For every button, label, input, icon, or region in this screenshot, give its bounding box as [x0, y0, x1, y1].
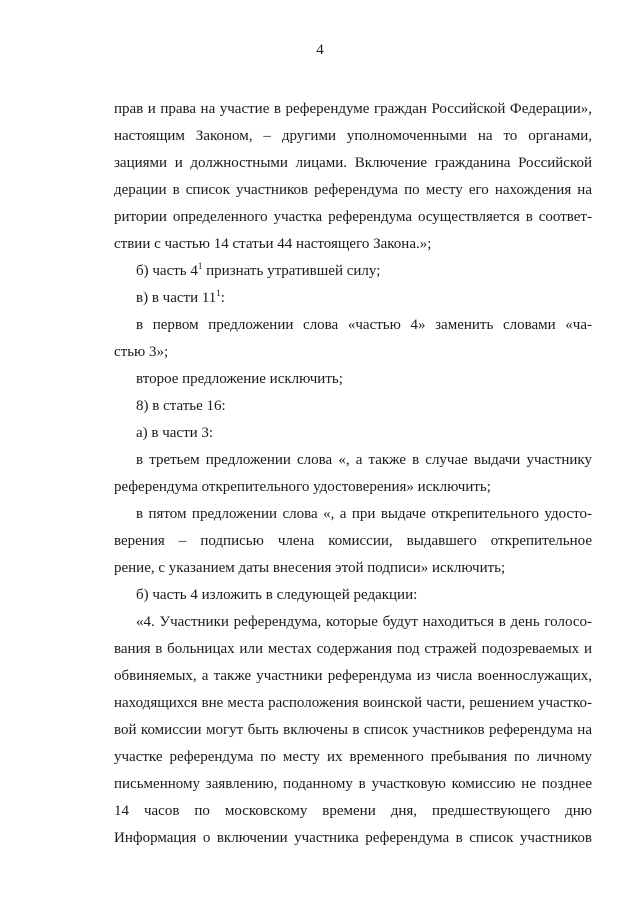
- text-line: 8) в статье 16:: [136, 398, 226, 414]
- paragraph: [114, 96, 592, 258]
- paragraph: [114, 609, 592, 852]
- text-line: ствии с частью 14 статьи 44 настоящего Закона.»;: [114, 236, 432, 252]
- text-line: [114, 285, 592, 312]
- paragraph: [114, 258, 592, 285]
- text-line: письменному заявлению, поданному в участковую комиссию не позднее: [114, 776, 592, 792]
- text-line: 14 часов по московскому времени дня, предшествующего дню: [114, 803, 592, 819]
- page-number: 4: [316, 42, 324, 58]
- paragraph: [114, 285, 592, 312]
- document-body: [114, 96, 592, 852]
- text-line: рение, с указанием даты внесения этой подписи» исключить;: [114, 560, 506, 576]
- text-line: [114, 258, 592, 285]
- text-span: :: [220, 290, 225, 306]
- paragraph: [114, 366, 592, 393]
- text-line: стью 3»;: [114, 344, 169, 360]
- text-line: в пятом предложении слова «, а при выдаче открепительного удосто-: [136, 506, 592, 522]
- paragraph: [114, 501, 592, 582]
- text-line: обвиняемых, а также участники референдума из числа военнослужащих,: [114, 668, 592, 684]
- paragraph: [114, 312, 592, 366]
- text-line: ритории определенного участка референдума осуществляется в соответ-: [114, 209, 592, 225]
- paragraph: [114, 393, 592, 420]
- text-line: верения – подписью члена комиссии, выдавшего открепительное: [114, 533, 592, 549]
- paragraph: [114, 447, 592, 501]
- text-line: прав и права на участие в референдуме граждан Российской Федерации»,: [114, 101, 592, 117]
- text-line: вания в больницах или местах содержания под стражей подозреваемых и: [114, 641, 592, 657]
- text-line: зациями и должностными лицами. Включение гражданина Российской: [114, 155, 592, 171]
- paragraph: [114, 420, 592, 447]
- text-line: в третьем предложении слова «, а также в случае выдачи участнику: [136, 452, 592, 468]
- text-line: настоящим Законом, – другими уполномоченными на то органами,: [114, 128, 592, 144]
- text-line: в первом предложении слова «частью 4» заменить словами «ча-: [136, 317, 592, 333]
- text-span: признать утратившей силу;: [202, 263, 381, 279]
- text-line: референдума открепительного удостоверения» исключить;: [114, 479, 491, 495]
- text-line: второе предложение исключить;: [136, 371, 343, 387]
- text-span: в) в части 11: [136, 290, 217, 306]
- text-line: б) часть 4 изложить в следующей редакции:: [136, 587, 418, 603]
- text-span: б) часть 4: [136, 263, 198, 279]
- text-line: находящихся вне места расположения воинской части, решением участко-: [114, 695, 592, 711]
- text-line: «4. Участники референдума, которые будут находиться в день голосо-: [136, 614, 592, 630]
- text-line: вой комиссии могут быть включены в список участников референдума на: [114, 722, 592, 738]
- text-line: дерации в список участников референдума по месту его нахождения на: [114, 182, 592, 198]
- superscript: 1: [197, 261, 203, 271]
- superscript: 1: [216, 288, 221, 298]
- text-line: а) в части 3:: [136, 425, 214, 441]
- text-line: Информация о включении участника референдума в список участников: [114, 830, 592, 846]
- paragraph: [114, 582, 592, 609]
- text-line: участке референдума по месту их временного пребывания по личному: [114, 749, 592, 765]
